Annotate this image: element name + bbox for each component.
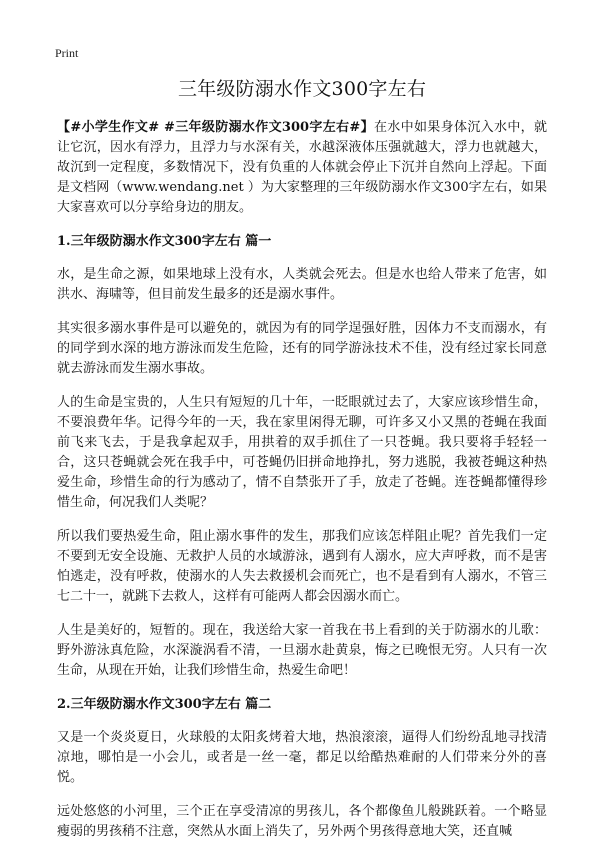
section1-paragraph-5: 人生是美好的，短暂的。现在，我送给大家一首我在书上看到的关于防溺水的儿歌：野外游泳真危险，水深漩涡看不清，一旦溺水赴黄泉，悔之已晚恨无穷。人只有一次生命，从现在开始，让我们珍惜生命，热爱生命吧！ <box>57 623 547 678</box>
document-body <box>57 76 547 856</box>
section1-paragraph-3: 人的生命是宝贵的，人生只有短短的几十年，一眨眼就过去了，大家应该珍惜生命，不要浪费年华。记得今年的一天，我在家里闲得无聊，可许多又小又黑的苍蝇在我面前飞来飞去，于是我拿起双手，用拱着的双手抓住了一只苍蝇。我只要将手轻轻一合，这只苍蝇就会死在我手中，可苍蝇仍旧拼命地挣扎，努力逃脱，我被苍蝇这种热爱生命，珍惜生命的行为感动了，情不自禁张开了手，放走了苍蝇。连苍蝇都懂得珍惜生命，何况我们人类呢？ <box>57 395 547 510</box>
section1-paragraph-1: 水，是生命之源，如果地球上没有水，人类就会死去。但是水也给人带来了危害，如洪水、海啸等，但目前发生最多的还是溺水事件。 <box>57 267 547 302</box>
section-heading-2: 2.三年级防溺水作文300字左右 篇二 <box>57 697 272 712</box>
intro-text: 在水中如果身体沉入水中，就让它沉，因水有浮力，且浮力与水深有关，水越深液体压强就越大，浮力也就越大，故沉到一定程度，多数情况下，没有负重的人体就会停止下沉并自然向上浮起。下面是文档网（www.wendang.net ）为大家整理的三年级防溺水作文300字左右，如果大家喜欢可以分享给身边的朋友。 <box>57 120 547 215</box>
section-heading-1: 1.三年级防溺水作文300字左右 篇一 <box>57 234 272 249</box>
intro-paragraph <box>57 118 547 218</box>
section1-paragraph-4: 所以我们要热爱生命，阻止溺水事件的发生，那我们应该怎样阻止呢？首先我们一定不要到无安全设施、无救护人员的水域游泳，遇到有人溺水，应大声呼救，而不是害怕逃走，没有呼救，使溺水的人失去救援机会而死亡，也不是看到有人溺水，不管三七二十一，就跳下去救人，这样有可能两人都会因溺水而亡。 <box>57 529 547 604</box>
document-title: 三年级防溺水作文300字左右 <box>177 78 427 100</box>
section1-paragraph-2: 其实很多溺水事件是可以避免的，就因为有的同学逞强好胜，因体力不支而溺水，有的同学到水深的地方游泳而发生危险，还有的同学游泳技术不佳，没有经过家长同意就去游泳而发生溺水事故。 <box>57 321 547 376</box>
intro-tags: 【#小学生作文# #三年级防溺水作文300字左右#】 <box>57 120 374 135</box>
section2-paragraph-1: 又是一个炎炎夏日，火球般的太阳炙烤着大地，热浪滚滚，逼得人们纷纷乱地寻找清凉地，哪怕是一小会儿，或者是一丝一毫，都足以给酷热难耐的人们带来分外的喜悦。 <box>57 730 547 785</box>
section2-paragraph-2: 远处悠悠的小河里，三个正在享受清凉的男孩儿，各个都像鱼儿般跳跃着。一个略显瘦弱的男孩稍不注意，突然从水面上消失了，另外两个男孩得意地大笑，还直喊 <box>57 804 547 839</box>
print-link[interactable]: Print <box>55 46 79 60</box>
